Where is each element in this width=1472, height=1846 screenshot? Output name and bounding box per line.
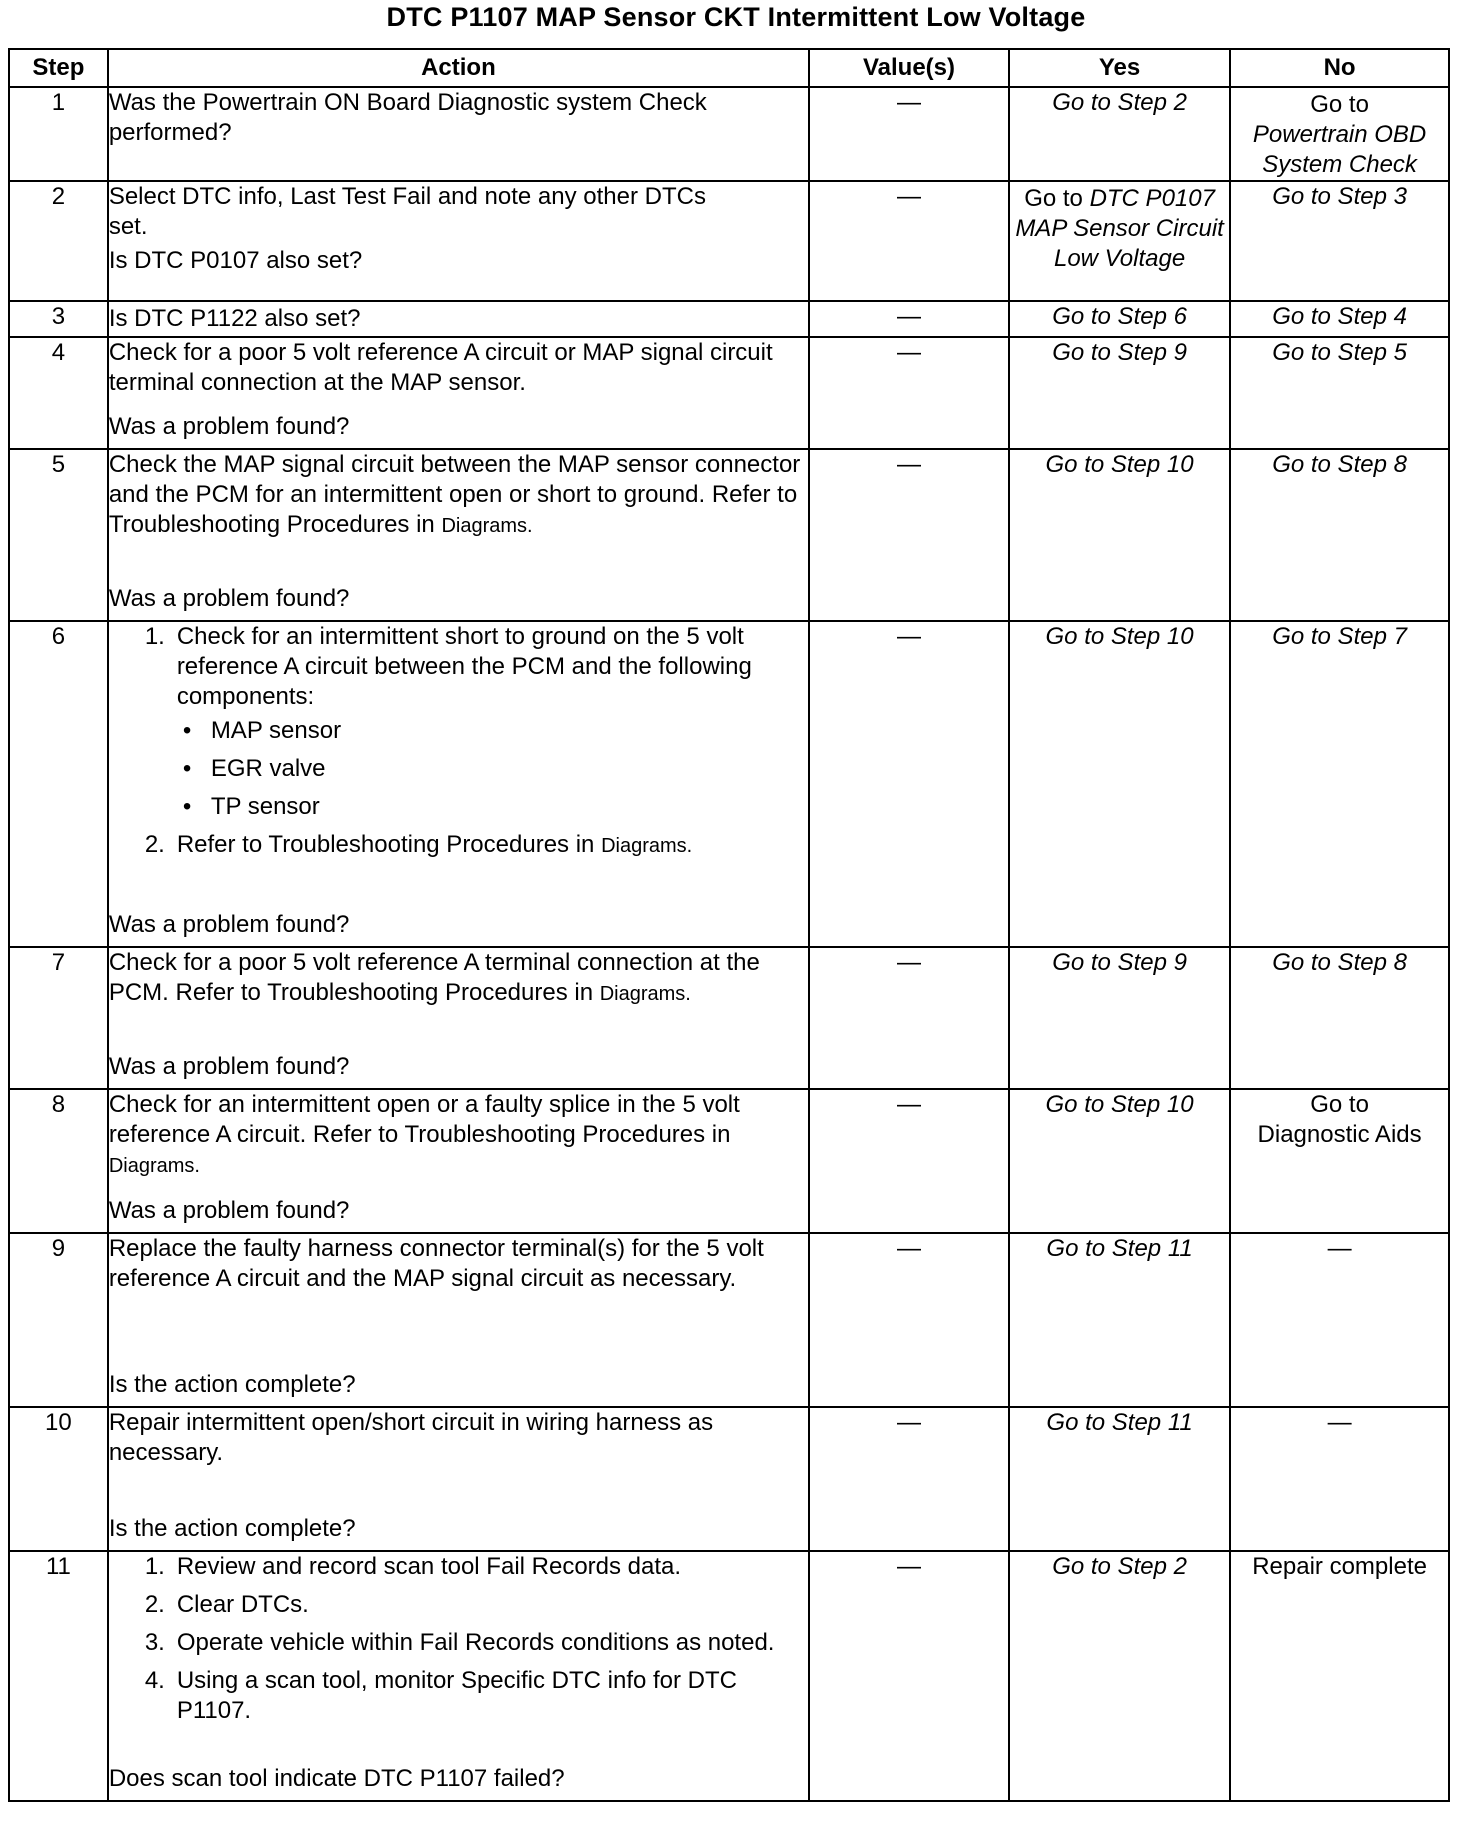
value-cell: — <box>809 87 1009 181</box>
step-number: 11 <box>9 1551 108 1801</box>
no-goto-label: Go to <box>1310 91 1369 118</box>
yes-cell: Go to Step 11 <box>1009 1407 1230 1551</box>
step-number: 4 <box>9 337 108 449</box>
action-question: Was a problem found? <box>108 1197 350 1224</box>
table-row <box>9 621 1449 947</box>
action-question: Was a problem found? <box>108 911 350 938</box>
action-content <box>109 622 808 942</box>
diagrams-reference: Diagrams. <box>599 983 691 1005</box>
header-step: Step <box>9 49 108 87</box>
action-content <box>109 1408 808 1546</box>
table-row <box>9 181 1449 301</box>
action-text: Is DTC P1122 also set? <box>108 301 809 337</box>
no-cell <box>1230 87 1449 181</box>
no-cell <box>1230 1089 1449 1233</box>
step-number: 8 <box>9 1089 108 1233</box>
action-text: Repair intermittent open/short circuit in wiring harness as necessary. <box>108 1409 714 1466</box>
list-number: 1. <box>144 1553 165 1580</box>
list-number: 2. <box>144 831 165 858</box>
table-row <box>9 87 1449 181</box>
procedure-list <box>109 622 808 869</box>
action-text: Select DTC info, Last Test Fail and note any other DTCs set. <box>108 183 706 240</box>
bullet-icon: • <box>182 717 192 744</box>
yes-cell: Go to Step 10 <box>1009 1089 1230 1233</box>
step-number: 9 <box>9 1233 108 1407</box>
value-cell: — <box>809 947 1009 1089</box>
list-item <box>109 1666 808 1726</box>
table-row <box>9 449 1449 621</box>
step-number: 1 <box>9 87 108 181</box>
action-question: Is DTC P0107 also set? <box>108 247 363 274</box>
component-name: EGR valve <box>210 755 326 782</box>
action-body: Check for a poor 5 volt reference A terminal connection at the PCM. Refer to Troubleshooting Procedures in <box>108 949 760 1006</box>
no-cell: Go to Step 8 <box>1230 947 1449 1089</box>
yes-cell: Go to Step 10 <box>1009 621 1230 947</box>
no-cell: Go to Step 7 <box>1230 621 1449 947</box>
diagrams-reference: Diagrams. <box>601 835 693 857</box>
step-number: 3 <box>9 301 108 337</box>
action-cell <box>108 337 809 449</box>
value-cell: — <box>809 1551 1009 1801</box>
component-list <box>177 716 808 822</box>
header-yes: Yes <box>1009 49 1230 87</box>
bullet-icon: • <box>182 755 192 782</box>
yes-cell: Go to Step 9 <box>1009 947 1230 1089</box>
yes-cell: Go to Step 9 <box>1009 337 1230 449</box>
table-header-row <box>9 49 1449 87</box>
list-item <box>109 622 808 822</box>
no-goto-target: Diagnostic Aids <box>1257 1121 1422 1148</box>
action-cell <box>108 87 809 181</box>
list-text: Check for an intermittent short to ground on the 5 volt reference A circuit between the PCM and the following components: <box>176 623 752 710</box>
list-text: Clear DTCs. <box>176 1591 309 1618</box>
value-cell: — <box>809 621 1009 947</box>
yes-goto-target: DTC P0107 MAP Sensor Circuit Low Voltage <box>1015 185 1224 272</box>
yes-cell: Go to Step 2 <box>1009 1551 1230 1801</box>
value-cell: — <box>809 449 1009 621</box>
no-goto-label: Go to <box>1310 1091 1369 1118</box>
diagrams-reference: Diagrams. <box>108 1155 200 1177</box>
bullet-icon: • <box>182 793 192 820</box>
action-content <box>109 1090 808 1228</box>
action-cell <box>108 1407 809 1551</box>
table-row <box>9 947 1449 1089</box>
no-cell: Go to Step 5 <box>1230 337 1449 449</box>
action-text: Was the Powertrain ON Board Diagnostic system Check performed? <box>108 89 707 146</box>
action-content <box>109 1234 808 1402</box>
no-cell: Go to Step 4 <box>1230 301 1449 337</box>
action-content <box>109 948 808 1084</box>
list-item <box>177 792 808 822</box>
table-row <box>9 1089 1449 1233</box>
header-action: Action <box>108 49 809 87</box>
list-text: Review and record scan tool Fail Records data. <box>176 1553 682 1580</box>
diagrams-reference: Diagrams. <box>441 515 533 537</box>
table-row <box>9 1407 1449 1551</box>
action-text: Check for a poor 5 volt reference A circuit or MAP signal circuit terminal connection at the MAP sensor. <box>108 339 773 396</box>
value-cell: — <box>809 1089 1009 1233</box>
action-question: Is the action complete? <box>108 1515 356 1542</box>
table-row <box>9 337 1449 449</box>
list-number: 4. <box>144 1667 165 1694</box>
action-cell <box>108 449 809 621</box>
list-text: Refer to Troubleshooting Procedures in <box>176 831 595 858</box>
list-item <box>177 754 808 784</box>
step-number: 10 <box>9 1407 108 1551</box>
action-content <box>109 338 808 444</box>
list-item <box>177 716 808 746</box>
action-cell <box>108 947 809 1089</box>
no-cell: — <box>1230 1407 1449 1551</box>
page-title: DTC P1107 MAP Sensor CKT Intermittent Low Voltage <box>386 2 1086 32</box>
list-item <box>109 1552 808 1582</box>
action-text <box>109 450 808 541</box>
list-number: 3. <box>144 1629 165 1656</box>
component-name: TP sensor <box>210 793 320 820</box>
action-cell <box>108 181 809 301</box>
action-question: Was a problem found? <box>108 413 350 440</box>
yes-goto-label: Go to <box>1024 185 1083 212</box>
step-number: 6 <box>9 621 108 947</box>
action-text <box>109 948 808 1009</box>
yes-cell: Go to Step 2 <box>1009 87 1230 181</box>
table-row <box>9 1551 1449 1801</box>
action-cell <box>108 621 809 947</box>
no-cell: — <box>1230 1233 1449 1407</box>
header-values: Value(s) <box>809 49 1009 87</box>
list-item <box>109 830 808 861</box>
table-row <box>9 301 1449 337</box>
value-cell: — <box>809 181 1009 301</box>
action-question: Was a problem found? <box>108 1053 350 1080</box>
table-row <box>9 1233 1449 1407</box>
component-name: MAP sensor <box>210 717 342 744</box>
yes-cell <box>1009 181 1230 301</box>
action-text: Replace the faulty harness connector terminal(s) for the 5 volt reference A circuit and the MAP signal circuit as necessary. <box>108 1235 764 1292</box>
step-number: 5 <box>9 449 108 621</box>
yes-cell: Go to Step 6 <box>1009 301 1230 337</box>
action-cell <box>108 1233 809 1407</box>
list-number: 2. <box>144 1591 165 1618</box>
action-body: Check the MAP signal circuit between the MAP sensor connector and the PCM for an intermittent open or short to ground. Refer to Troubleshooting Procedures in <box>108 451 801 538</box>
action-question: Is the action complete? <box>108 1371 356 1398</box>
value-cell: — <box>809 301 1009 337</box>
action-cell <box>108 1089 809 1233</box>
action-cell <box>108 1551 809 1801</box>
header-no: No <box>1230 49 1449 87</box>
list-text: Operate vehicle within Fail Records conditions as noted. <box>176 1629 775 1656</box>
diagnostic-table <box>8 48 1450 1802</box>
step-number: 7 <box>9 947 108 1089</box>
value-cell: — <box>809 1407 1009 1551</box>
yes-cell: Go to Step 10 <box>1009 449 1230 621</box>
yes-cell: Go to Step 11 <box>1009 1233 1230 1407</box>
procedure-list <box>109 1552 808 1734</box>
no-cell: Repair complete <box>1230 1551 1449 1801</box>
no-goto-target: Powertrain OBD System Check <box>1252 121 1427 178</box>
action-text <box>109 1090 808 1181</box>
action-question: Was a problem found? <box>108 585 350 612</box>
no-cell: Go to Step 3 <box>1230 181 1449 301</box>
action-body: Check for an intermittent open or a faulty splice in the 5 volt reference A circuit. Refer to Troubleshooting Procedures in <box>108 1091 740 1148</box>
no-cell: Go to Step 8 <box>1230 449 1449 621</box>
list-item <box>109 1628 808 1658</box>
value-cell: — <box>809 1233 1009 1407</box>
action-content <box>109 450 808 616</box>
list-text: Using a scan tool, monitor Specific DTC info for DTC P1107. <box>176 1667 738 1724</box>
list-number: 1. <box>144 623 165 650</box>
value-cell: — <box>809 337 1009 449</box>
step-number: 2 <box>9 181 108 301</box>
action-content <box>109 1552 808 1796</box>
list-item <box>109 1590 808 1620</box>
action-question: Does scan tool indicate DTC P1107 failed? <box>108 1765 565 1792</box>
